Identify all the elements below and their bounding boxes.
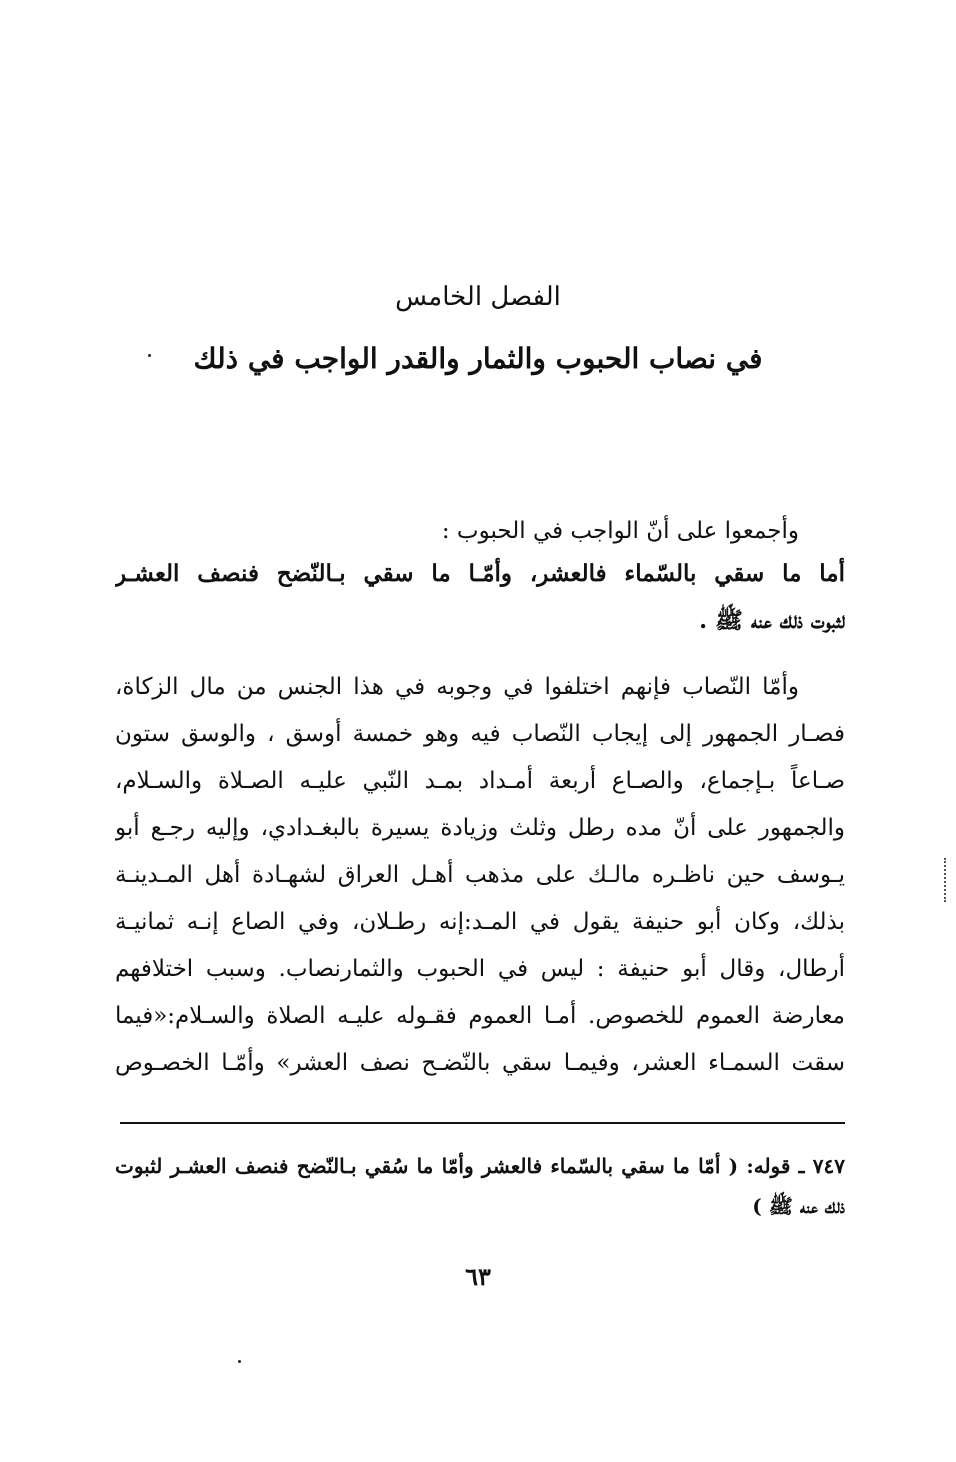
paragraph-line: سقت السمـاء العشر، وفيمـا سقي بالنّضـح نصف العشر» وأمّـا الخصـوص (115, 1050, 845, 1076)
intro-block (115, 508, 845, 555)
paragraph-line: صـاعاً بـإجماع، والصـاع أربعة أمـداد بمـد النّبي عليـه الصـلاة والسـلام، (115, 768, 845, 794)
bold-ruling-line: لثبوت ذلك عنه ﷺ . (699, 607, 845, 634)
margin-scan-marks (944, 858, 950, 902)
footnote-separator (120, 1122, 845, 1124)
paragraph-line: والجمهور على أنّ مده رطل وثلث وزيادة يسيرة بالبغـدادي، وإليه رجـع أبو (115, 815, 845, 841)
paragraph-line: وأمّا النّصاب فإنهم اختلفوا في وجوبه في هذا الجنس من مال الزكاة، (115, 674, 799, 700)
bold-ruling-line: أما ما سقي بالسّماء فالعشر، وأمّـا ما سقي بـالنّضح فنصف العشـر (115, 560, 845, 587)
paragraph-line: معارضة العموم للخصوص. أمـا العموم فقـوله عليـه الصلاة والسـلام:«فيما (115, 1003, 845, 1029)
paragraph-line: يـوسف حين ناظـره مالـك على مذهب أهـل العراق لشهـادة أهل المـدينـة (115, 862, 845, 888)
page-number: ٦٣ (465, 1262, 491, 1291)
print-speck (238, 1360, 241, 1363)
main-paragraph (115, 664, 845, 1087)
print-speck (148, 354, 151, 357)
bold-ruling-block (115, 550, 845, 644)
chapter-subtitle: في نصاب الحبوب والثمار والقدر الواجب في ذلك (193, 342, 763, 375)
footnote-line: ٧٤٧ ـ قوله: ( أمّا ما سقي بالسّماء فالعشر وأمّا ما سُقي بـالنّضح فنصف العشـر لثبوت (115, 1154, 845, 1178)
chapter-title: الفصل الخامس (395, 282, 561, 312)
intro-line: وأجمعوا على أنّ الواجب في الحبوب : (441, 518, 799, 544)
footnote-line: ذلك عنه ﷺ ) (752, 1194, 845, 1218)
paragraph-line: بذلك، وكان أبو حنيفة يقول في المـد:إنه رطـلان، وفي الصاع إنـه ثمانيـة (115, 909, 845, 935)
paragraph-line: فصـار الجمهور إلى إيجاب النّصاب فيه وهو خمسة أوسق ، والوسق ستون (115, 721, 845, 747)
paragraph-line: أرطال، وقال أبو حنيفة : ليس في الحبوب والثمارنصاب. وسبب اختلافهم (115, 956, 845, 982)
footnote (115, 1146, 845, 1226)
